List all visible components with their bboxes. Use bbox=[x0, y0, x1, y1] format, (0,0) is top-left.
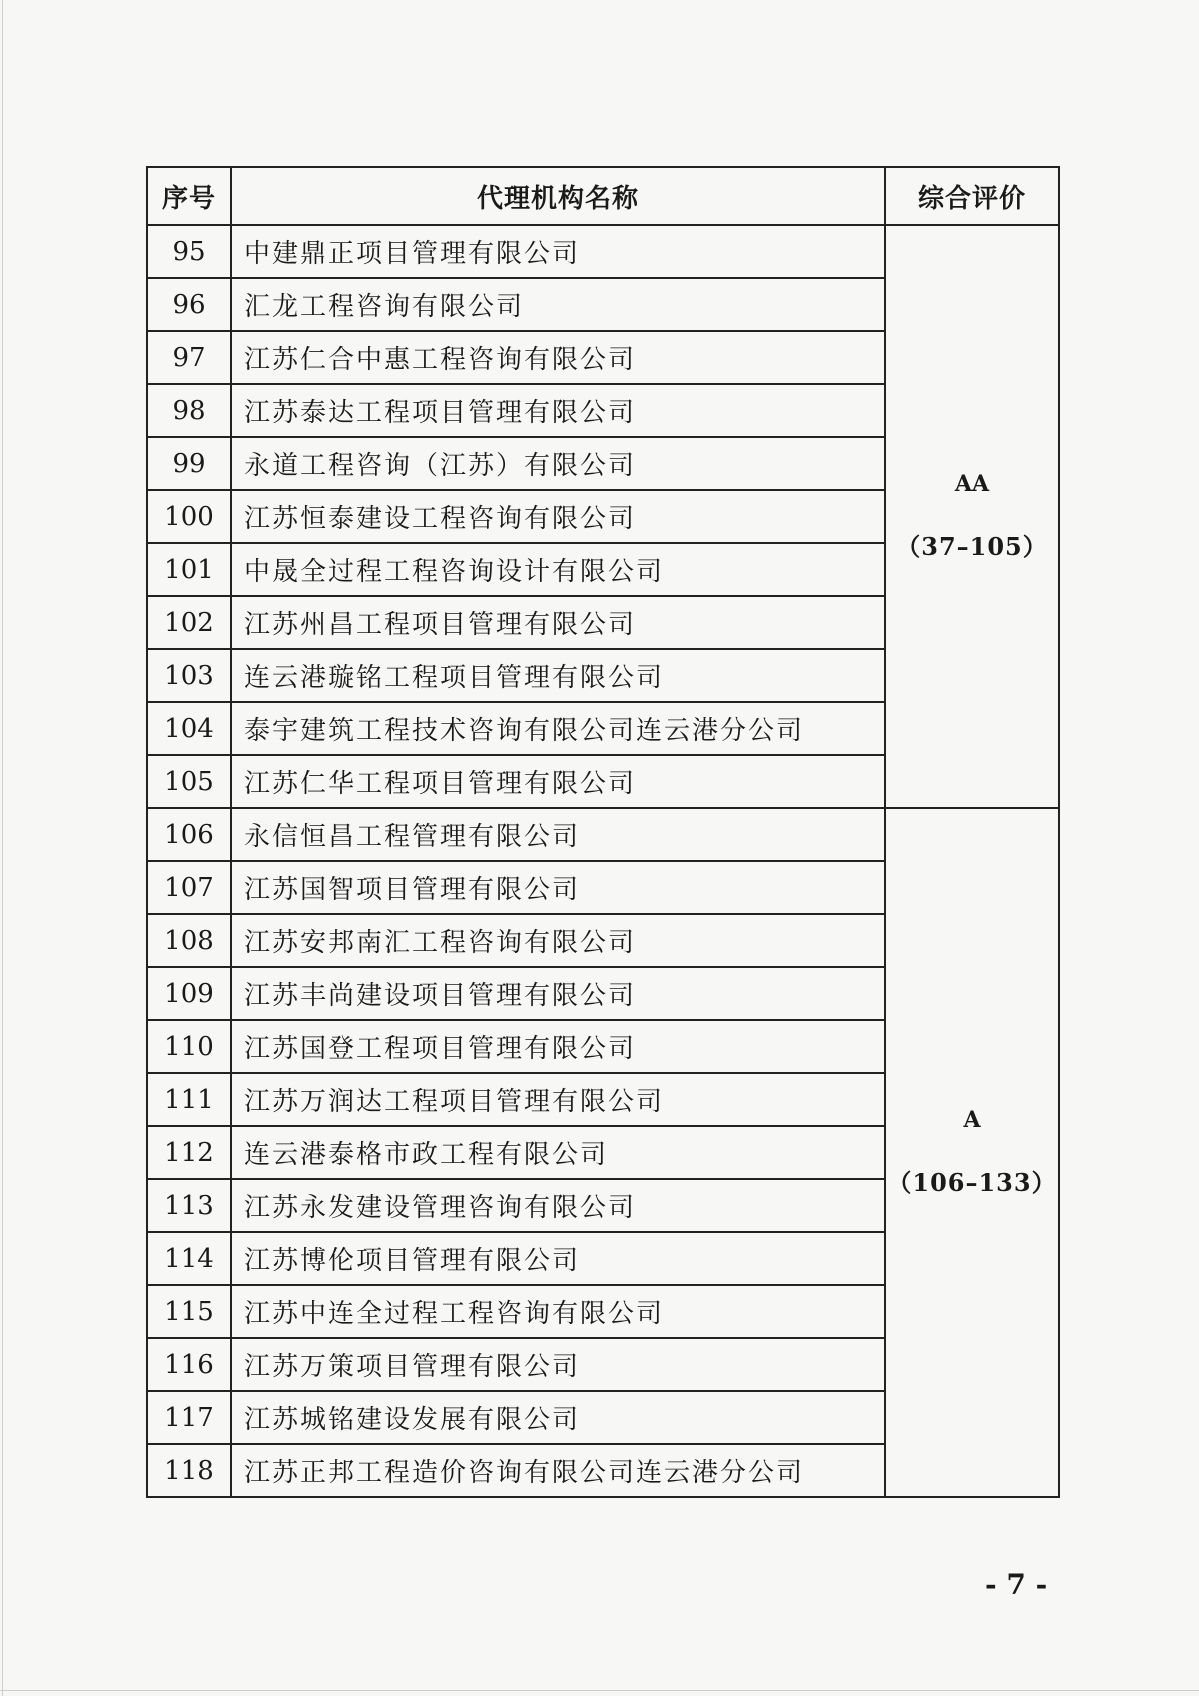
row-number: 95 bbox=[147, 225, 231, 278]
row-number: 103 bbox=[147, 649, 231, 702]
agency-name: 永信恒昌工程管理有限公司 bbox=[231, 808, 885, 861]
agency-name: 连云港璇铭工程项目管理有限公司 bbox=[231, 649, 885, 702]
row-number: 107 bbox=[147, 861, 231, 914]
table-body bbox=[147, 225, 1059, 1497]
rating-range: （37–105） bbox=[896, 532, 1048, 561]
row-number: 113 bbox=[147, 1179, 231, 1232]
agency-rating-table bbox=[146, 166, 1060, 1498]
rating-grade: A bbox=[963, 1107, 981, 1133]
header-agency-name: 代理机构名称 bbox=[231, 167, 885, 225]
agency-name: 江苏国登工程项目管理有限公司 bbox=[231, 1020, 885, 1073]
agency-name: 泰宇建筑工程技术咨询有限公司连云港分公司 bbox=[231, 702, 885, 755]
agency-name: 永道工程咨询（江苏）有限公司 bbox=[231, 437, 885, 490]
agency-name: 江苏国智项目管理有限公司 bbox=[231, 861, 885, 914]
agency-name: 连云港泰格市政工程有限公司 bbox=[231, 1126, 885, 1179]
table-row bbox=[147, 808, 1059, 861]
row-number: 97 bbox=[147, 331, 231, 384]
table-row bbox=[147, 225, 1059, 278]
row-number: 102 bbox=[147, 596, 231, 649]
row-number: 99 bbox=[147, 437, 231, 490]
agency-name: 江苏万策项目管理有限公司 bbox=[231, 1338, 885, 1391]
row-number: 98 bbox=[147, 384, 231, 437]
agency-name: 江苏万润达工程项目管理有限公司 bbox=[231, 1073, 885, 1126]
row-number: 118 bbox=[147, 1444, 231, 1497]
agency-name: 汇龙工程咨询有限公司 bbox=[231, 278, 885, 331]
rating-cell bbox=[885, 808, 1059, 1497]
row-number: 108 bbox=[147, 914, 231, 967]
row-number: 100 bbox=[147, 490, 231, 543]
row-number: 105 bbox=[147, 755, 231, 808]
rating-cell bbox=[885, 225, 1059, 808]
row-number: 106 bbox=[147, 808, 231, 861]
row-number: 109 bbox=[147, 967, 231, 1020]
page-edge-bottom bbox=[0, 1690, 1199, 1691]
page-number: - 7 - bbox=[985, 1568, 1048, 1601]
row-number: 116 bbox=[147, 1338, 231, 1391]
agency-name: 江苏永发建设管理咨询有限公司 bbox=[231, 1179, 885, 1232]
agency-name: 江苏城铭建设发展有限公司 bbox=[231, 1391, 885, 1444]
row-number: 110 bbox=[147, 1020, 231, 1073]
row-number: 114 bbox=[147, 1232, 231, 1285]
agency-name: 江苏丰尚建设项目管理有限公司 bbox=[231, 967, 885, 1020]
row-number: 111 bbox=[147, 1073, 231, 1126]
agency-name: 江苏中连全过程工程咨询有限公司 bbox=[231, 1285, 885, 1338]
row-number: 101 bbox=[147, 543, 231, 596]
agency-name: 江苏仁华工程项目管理有限公司 bbox=[231, 755, 885, 808]
table-header-row bbox=[147, 167, 1059, 225]
agency-name: 江苏安邦南汇工程咨询有限公司 bbox=[231, 914, 885, 967]
agency-name: 江苏正邦工程造价咨询有限公司连云港分公司 bbox=[231, 1444, 885, 1497]
row-number: 96 bbox=[147, 278, 231, 331]
header-rating: 综合评价 bbox=[885, 167, 1059, 225]
agency-name: 中晟全过程工程咨询设计有限公司 bbox=[231, 543, 885, 596]
agency-name: 江苏博伦项目管理有限公司 bbox=[231, 1232, 885, 1285]
agency-name: 中建鼎正项目管理有限公司 bbox=[231, 225, 885, 278]
rating-grade: AA bbox=[954, 471, 990, 497]
row-number: 104 bbox=[147, 702, 231, 755]
agency-name: 江苏州昌工程项目管理有限公司 bbox=[231, 596, 885, 649]
header-number: 序号 bbox=[147, 167, 231, 225]
agency-name: 江苏恒泰建设工程咨询有限公司 bbox=[231, 490, 885, 543]
row-number: 117 bbox=[147, 1391, 231, 1444]
row-number: 115 bbox=[147, 1285, 231, 1338]
row-number: 112 bbox=[147, 1126, 231, 1179]
agency-name: 江苏仁合中惠工程咨询有限公司 bbox=[231, 331, 885, 384]
page-edge-left bbox=[2, 0, 3, 1696]
rating-range: （106–133） bbox=[887, 1168, 1057, 1197]
agency-name: 江苏泰达工程项目管理有限公司 bbox=[231, 384, 885, 437]
